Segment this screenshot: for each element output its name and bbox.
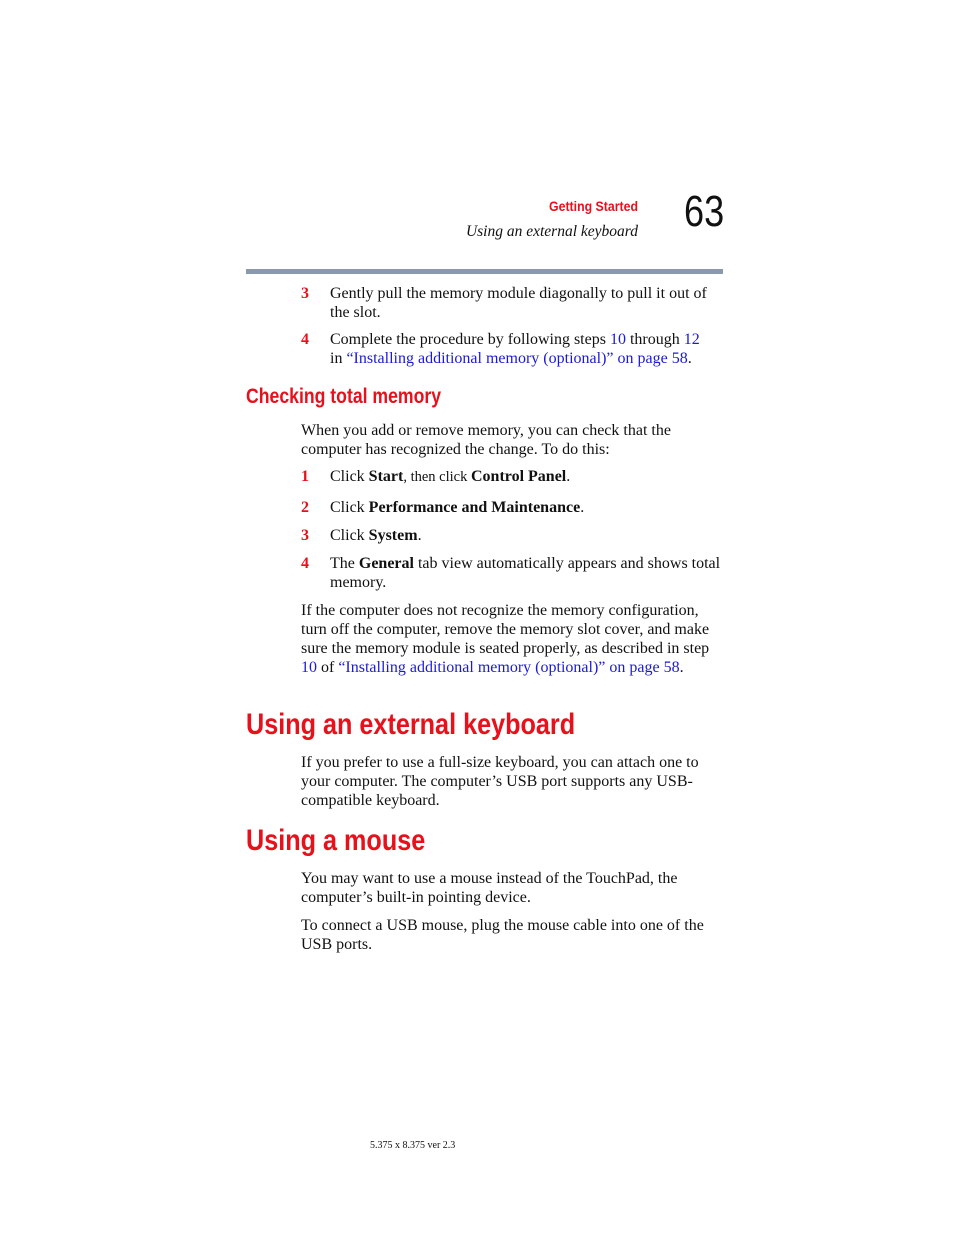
paragraph: When you add or remove memory, you can check that the computer has recognized the change. To do this: — [301, 422, 671, 458]
page-number: 63 — [684, 187, 725, 236]
step-text: Click Performance and Maintenance. — [330, 499, 585, 516]
cross-reference-link[interactable]: “Installing additional memory (optional)” on page 58 — [338, 659, 680, 676]
paragraph: If the computer does not recognize the memory configuration, turn off the computer, remove the memory slot cover, and make sure the memory module is seated properly, as described in step 10 of “Installing additional memory (optional)” on page 58. — [301, 602, 710, 676]
paragraph: If you prefer to use a full-size keyboard, you can attach one to your computer. The computer’s USB port supports any USB-compatible keyboard. — [301, 754, 699, 809]
step-text: Complete the procedure by following steps 10 through 12 in “Installing additional memory (optional)” on page 58. — [330, 331, 700, 367]
step-text: Click Start, then click Control Panel. — [330, 468, 571, 485]
step-link-10[interactable]: 10 — [609, 331, 626, 348]
step-number: 1 — [301, 468, 309, 485]
step-number: 3 — [301, 285, 309, 302]
section-heading: Checking total memory — [246, 385, 442, 408]
header-rule — [246, 269, 723, 274]
paragraph: To connect a USB mouse, plug the mouse cable into one of the USB ports. — [301, 917, 704, 953]
step-number: 4 — [301, 555, 309, 572]
step-number: 3 — [301, 527, 309, 544]
step-number: 2 — [301, 499, 309, 516]
step-text: The General tab view automatically appears and shows total memory. — [330, 555, 721, 591]
paragraph: You may want to use a mouse instead of the TouchPad, the computer’s built-in pointing device. — [301, 870, 678, 906]
step-text: Gently pull the memory module diagonally to pull it out of the slot. — [330, 285, 707, 321]
footer-note: 5.375 x 8.375 ver 2.3 — [370, 1140, 456, 1151]
running-header-subtitle: Using an external keyboard — [465, 223, 638, 240]
cross-reference-link[interactable]: “Installing additional memory (optional)” on page 58 — [346, 350, 688, 367]
step-link-12[interactable]: 12 — [683, 331, 700, 348]
section-heading: Using an external keyboard — [246, 708, 576, 741]
step-number: 4 — [301, 331, 309, 348]
section-heading: Using a mouse — [246, 824, 426, 857]
running-header-section: Getting Started — [549, 198, 638, 214]
step-text: Click System. — [330, 527, 422, 544]
step-link-10[interactable]: 10 — [301, 659, 317, 676]
